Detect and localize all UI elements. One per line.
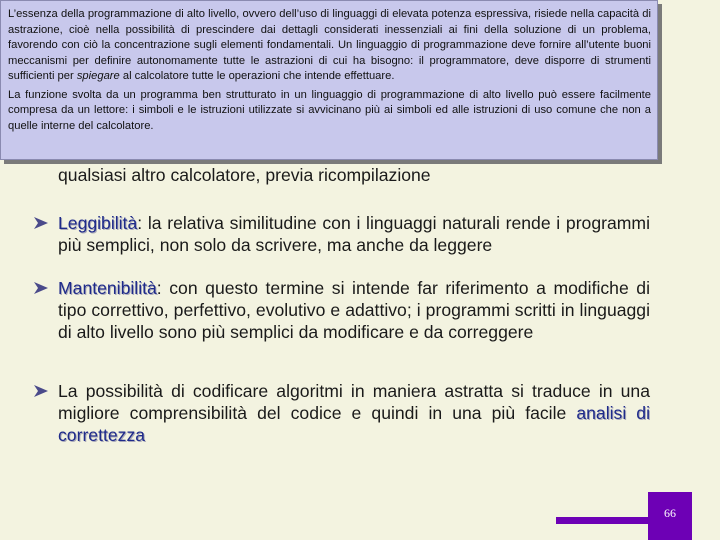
callout-paragraph-2: La funzione svolta da un programma ben strutturato in un linguaggio di programmazione di alto livello può essere facilmente compresa da un lettore: i simboli e le istruzioni utilizzate si avvicinano più ai simboli ed alle istruzioni di uso comune che non a quelle interne del calcolatore. (8, 88, 651, 132)
bullet-mantenibilita (34, 277, 650, 343)
bullet-text (58, 212, 650, 256)
bullet-term: Mantenibilità (58, 278, 157, 298)
arrow-bullet-icon (34, 277, 58, 299)
callout-text: L’essenza della programmazione di alto livello, ovvero dell’uso di linguaggi di elevata potenza espressiva, risiede nella capacità di astrazione, cioè nella possibilità di prescindere dai dettagli considerati inessenziali ai fini della soluzione di un problema, favorendo con ciò la concentrazione sugli elementi fondamentali. Un linguaggio di programmazione deve fornire all’utente buoni meccanismi per definire autonomamente tutte le astrazioni di cui ha bisogno: il programmatore, deve disporre di strumenti sufficienti per (8, 8, 651, 82)
bullet-correttezza (34, 380, 650, 446)
bullet-term: Leggibilità (58, 213, 138, 233)
callout-paragraph-1 (8, 7, 651, 85)
arrow-bullet-icon (34, 212, 58, 234)
bullet-body: La possibilità di codificare algoritmi in maniera astratta si traduce in una migliore comprensibilità del codice e quindi in una più facile (58, 381, 650, 423)
callout-emphasis: spiegare (76, 70, 120, 82)
page-number: 66 (664, 506, 676, 520)
footer-accent-bar (556, 517, 648, 524)
callout-text-end: al calcolatore tutte le operazioni che intende effettuare. (119, 70, 395, 82)
bullet-text (58, 380, 650, 446)
bullet-leggibilita (34, 212, 650, 256)
bullet-term: analisi di correttezza (58, 403, 650, 445)
arrow-bullet-icon (34, 380, 58, 402)
bullet-body: : con questo termine si intende far riferimento a modifiche di tipo correttivo, perfettivo, evolutivo e adattivo; i programmi scritti in linguaggi di alto livello sono più semplici da modificare e da correggere (58, 278, 650, 342)
bullet-body: qualsiasi altro calcolatore, previa ricompilazione (58, 165, 431, 185)
callout-box (0, 0, 658, 160)
bullet-text (58, 277, 650, 343)
bullet-body: : la relativa similitudine con i linguaggi naturali rende i programmi più semplici, non solo da scrivere, ma anche da leggere (58, 213, 650, 255)
